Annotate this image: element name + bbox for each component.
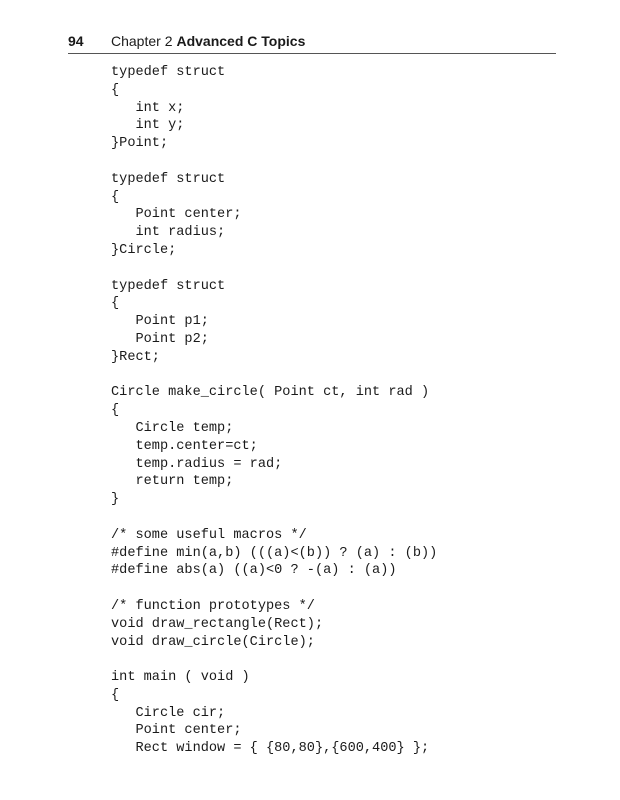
code-listing — [111, 64, 437, 758]
code-line: #define abs(a) ((a)<0 ? -(a) : (a)) — [111, 563, 397, 579]
code-line: typedef struct — [111, 65, 226, 80]
code-line: { — [111, 189, 120, 205]
code-line: /* function prototypes */ — [111, 598, 315, 614]
code-line: int x; — [111, 100, 185, 116]
chapter-label: Chapter 2 — [111, 33, 173, 49]
code-line: Point center; — [111, 207, 242, 223]
code-line: Rect window = { {80,80},{600,400} }; — [111, 741, 430, 757]
code-line: Point center; — [111, 723, 242, 739]
page-number: 94 — [68, 33, 84, 49]
header-rule — [68, 53, 556, 54]
code-line: { — [111, 296, 120, 312]
code-line: { — [111, 403, 120, 419]
code-line: void draw_circle(Circle); — [111, 634, 315, 650]
code-line: } — [111, 492, 120, 508]
code-line: Circle cir; — [111, 705, 226, 721]
code-line: int radius; — [111, 225, 226, 241]
code-line: Circle make_circle( Point ct, int rad ) — [111, 385, 430, 401]
code-line: #define min(a,b) (((a)<(b)) ? (a) : (b)) — [111, 545, 438, 561]
code-line: Circle temp; — [111, 420, 234, 436]
chapter-heading — [111, 31, 305, 51]
code-line: void draw_rectangle(Rect); — [111, 616, 324, 632]
code-line: temp.center=ct; — [111, 438, 258, 454]
code-line — [111, 580, 437, 598]
code-line: typedef struct — [111, 278, 226, 294]
code-line: temp.radius = rad; — [111, 456, 283, 472]
code-line: return temp; — [111, 474, 234, 490]
code-line: int y; — [111, 118, 185, 134]
code-line: { — [111, 82, 120, 98]
code-line: /* some useful macros */ — [111, 527, 307, 543]
code-line: }Rect; — [111, 349, 160, 365]
code-line — [111, 651, 437, 669]
page-header — [68, 31, 556, 53]
code-line: Point p1; — [111, 314, 209, 330]
code-line — [111, 153, 437, 171]
chapter-title: Advanced C Topics — [176, 33, 306, 49]
code-line: Point p2; — [111, 331, 209, 347]
code-line: int main ( void ) — [111, 670, 250, 686]
code-line — [111, 367, 437, 385]
code-line: { — [111, 687, 120, 703]
code-line: }Point; — [111, 136, 169, 152]
code-line: typedef struct — [111, 171, 226, 187]
code-line: }Circle; — [111, 242, 177, 258]
code-line — [111, 509, 437, 527]
code-line — [111, 260, 437, 278]
